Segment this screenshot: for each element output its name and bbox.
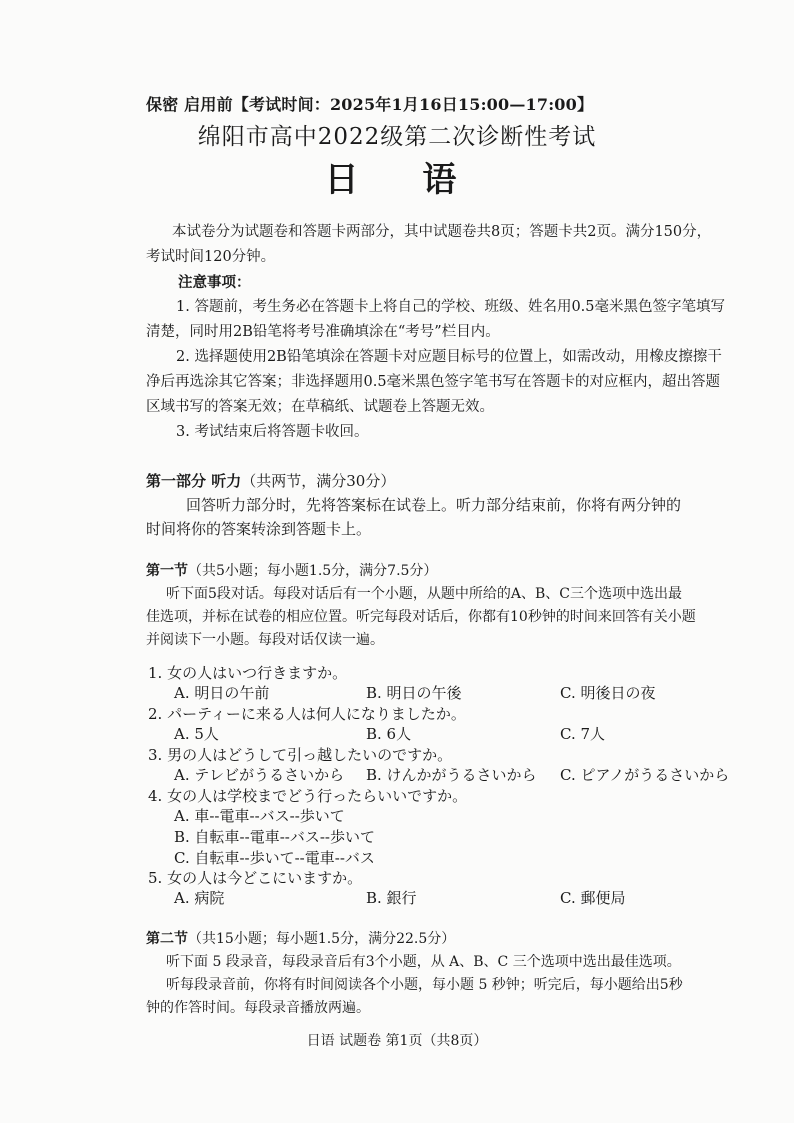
question-3-option-b: B. けんかがうるさいから <box>366 766 537 784</box>
question-1-option-a: A. 明日の午前 <box>174 684 270 702</box>
notice-2b: 净后再选涂其它答案；非选择题用0.5毫米黑色签字笔书写在答题卡的对应框内，超出答题 <box>146 374 721 390</box>
question-1-stem: 1. 女の人はいつ行きますか。 <box>148 664 348 682</box>
intro-line-1: 本试卷分为试题卷和答题卡两部分，其中试题卷共8页；答题卡共2页。满分150分， <box>172 224 712 240</box>
section2-desc-1: 听下面 5 段录音，每段录音后有3个小题，从 A、B、C 三个选项中选出最佳选项。 <box>166 954 681 970</box>
question-5-stem: 5. 女の人は今どこにいますか。 <box>148 869 363 887</box>
part1-desc-2: 时间将你的答案转涂到答题卡上。 <box>146 520 372 538</box>
exam-subject: 日 语 <box>324 160 483 200</box>
notice-1a: 1. 答题前，考生务必在答题卡上将自己的学校、班级、姓名用0.5毫米黑色签字笔填写 <box>176 299 726 315</box>
section2-heading: 第二节（共15小题；每小题1.5分，满分22.5分） <box>146 931 456 947</box>
part1-heading: 第一部分 听力（共两节，满分30分） <box>146 472 396 490</box>
question-2-option-c: C. 7人 <box>560 725 606 743</box>
section2-desc-2: 听每段录音前，你将有时间阅读各个小题，每小题 5 秒钟；听完后，每小题给出5秒 <box>166 977 683 993</box>
notice-1b: 清楚，同时用2B铅笔将考号准确填涂在“考号”栏目内。 <box>146 324 500 340</box>
page-footer: 日语 试题卷 第1页（共8页） <box>306 1033 488 1049</box>
question-5-option-c: C. 郵便局 <box>560 889 626 907</box>
section1-desc-2: 佳选项，并标在试卷的相应位置。听完每段对话后，你都有10秒钟的时间来回答有关小题 <box>146 609 696 625</box>
notice-3: 3. 考试结束后将答题卡收回。 <box>176 424 369 440</box>
question-4-option-c: C. 自転車--歩いて--電車--バス <box>174 849 375 867</box>
section1-desc-1: 听下面5段对话。每段对话后有一个小题，从题中所给的A、B、C三个选项中选出最 <box>166 586 683 602</box>
question-4-stem: 4. 女の人は学校までどう行ったらいいですか。 <box>148 787 468 805</box>
question-3-option-a: A. テレビがうるさいから <box>174 766 345 784</box>
section1-heading: 第一节（共5小题；每小题1.5分，满分7.5分） <box>146 563 438 579</box>
question-2-stem: 2. パーティーに来る人は何人になりましたか。 <box>148 705 466 723</box>
question-1-option-b: B. 明日の午後 <box>366 684 462 702</box>
intro-line-2: 考试时间120分钟。 <box>146 249 276 265</box>
question-5-option-a: A. 病院 <box>174 889 225 907</box>
question-2-option-b: B. 6人 <box>366 725 412 743</box>
question-3-option-c: C. ピアノがうるさいから <box>560 766 730 784</box>
notice-2a: 2. 选择题使用2B铅笔填涂在答题卡对应题目标号的位置上，如需改动，用橡皮擦擦干 <box>176 349 722 365</box>
part1-desc-1: 回答听力部分时，先将答案标在试卷上。听力部分结束前，你将有两分钟的 <box>186 496 682 514</box>
question-5-option-b: B. 銀行 <box>366 889 417 907</box>
section1-desc-3: 并阅读下一小题。每段对话仅读一遍。 <box>146 632 384 648</box>
question-4-option-b: B. 自転車--電車--バス--歩いて <box>174 828 375 846</box>
question-1-option-c: C. 明後日の夜 <box>560 684 656 702</box>
question-4-option-a: A. 車--電車--バス--歩いて <box>174 807 345 825</box>
notice-title: 注意事项： <box>178 274 251 291</box>
section2-desc-3: 钟的作答时间。每段录音播放两遍。 <box>146 1000 370 1016</box>
notice-2c: 区域书写的答案无效；在草稿纸、试题卷上答题无效。 <box>146 399 494 415</box>
question-2-option-a: A. 5人 <box>174 725 219 743</box>
question-3-stem: 3. 男の人はどうして引っ越したいのですか。 <box>148 746 453 764</box>
exam-title: 绵阳市高中2022级第二次诊断性考试 <box>197 124 597 150</box>
exam-header-line: 保密 启用前【考试时间：2025年1月16日15:00—17:00】 <box>146 95 594 114</box>
